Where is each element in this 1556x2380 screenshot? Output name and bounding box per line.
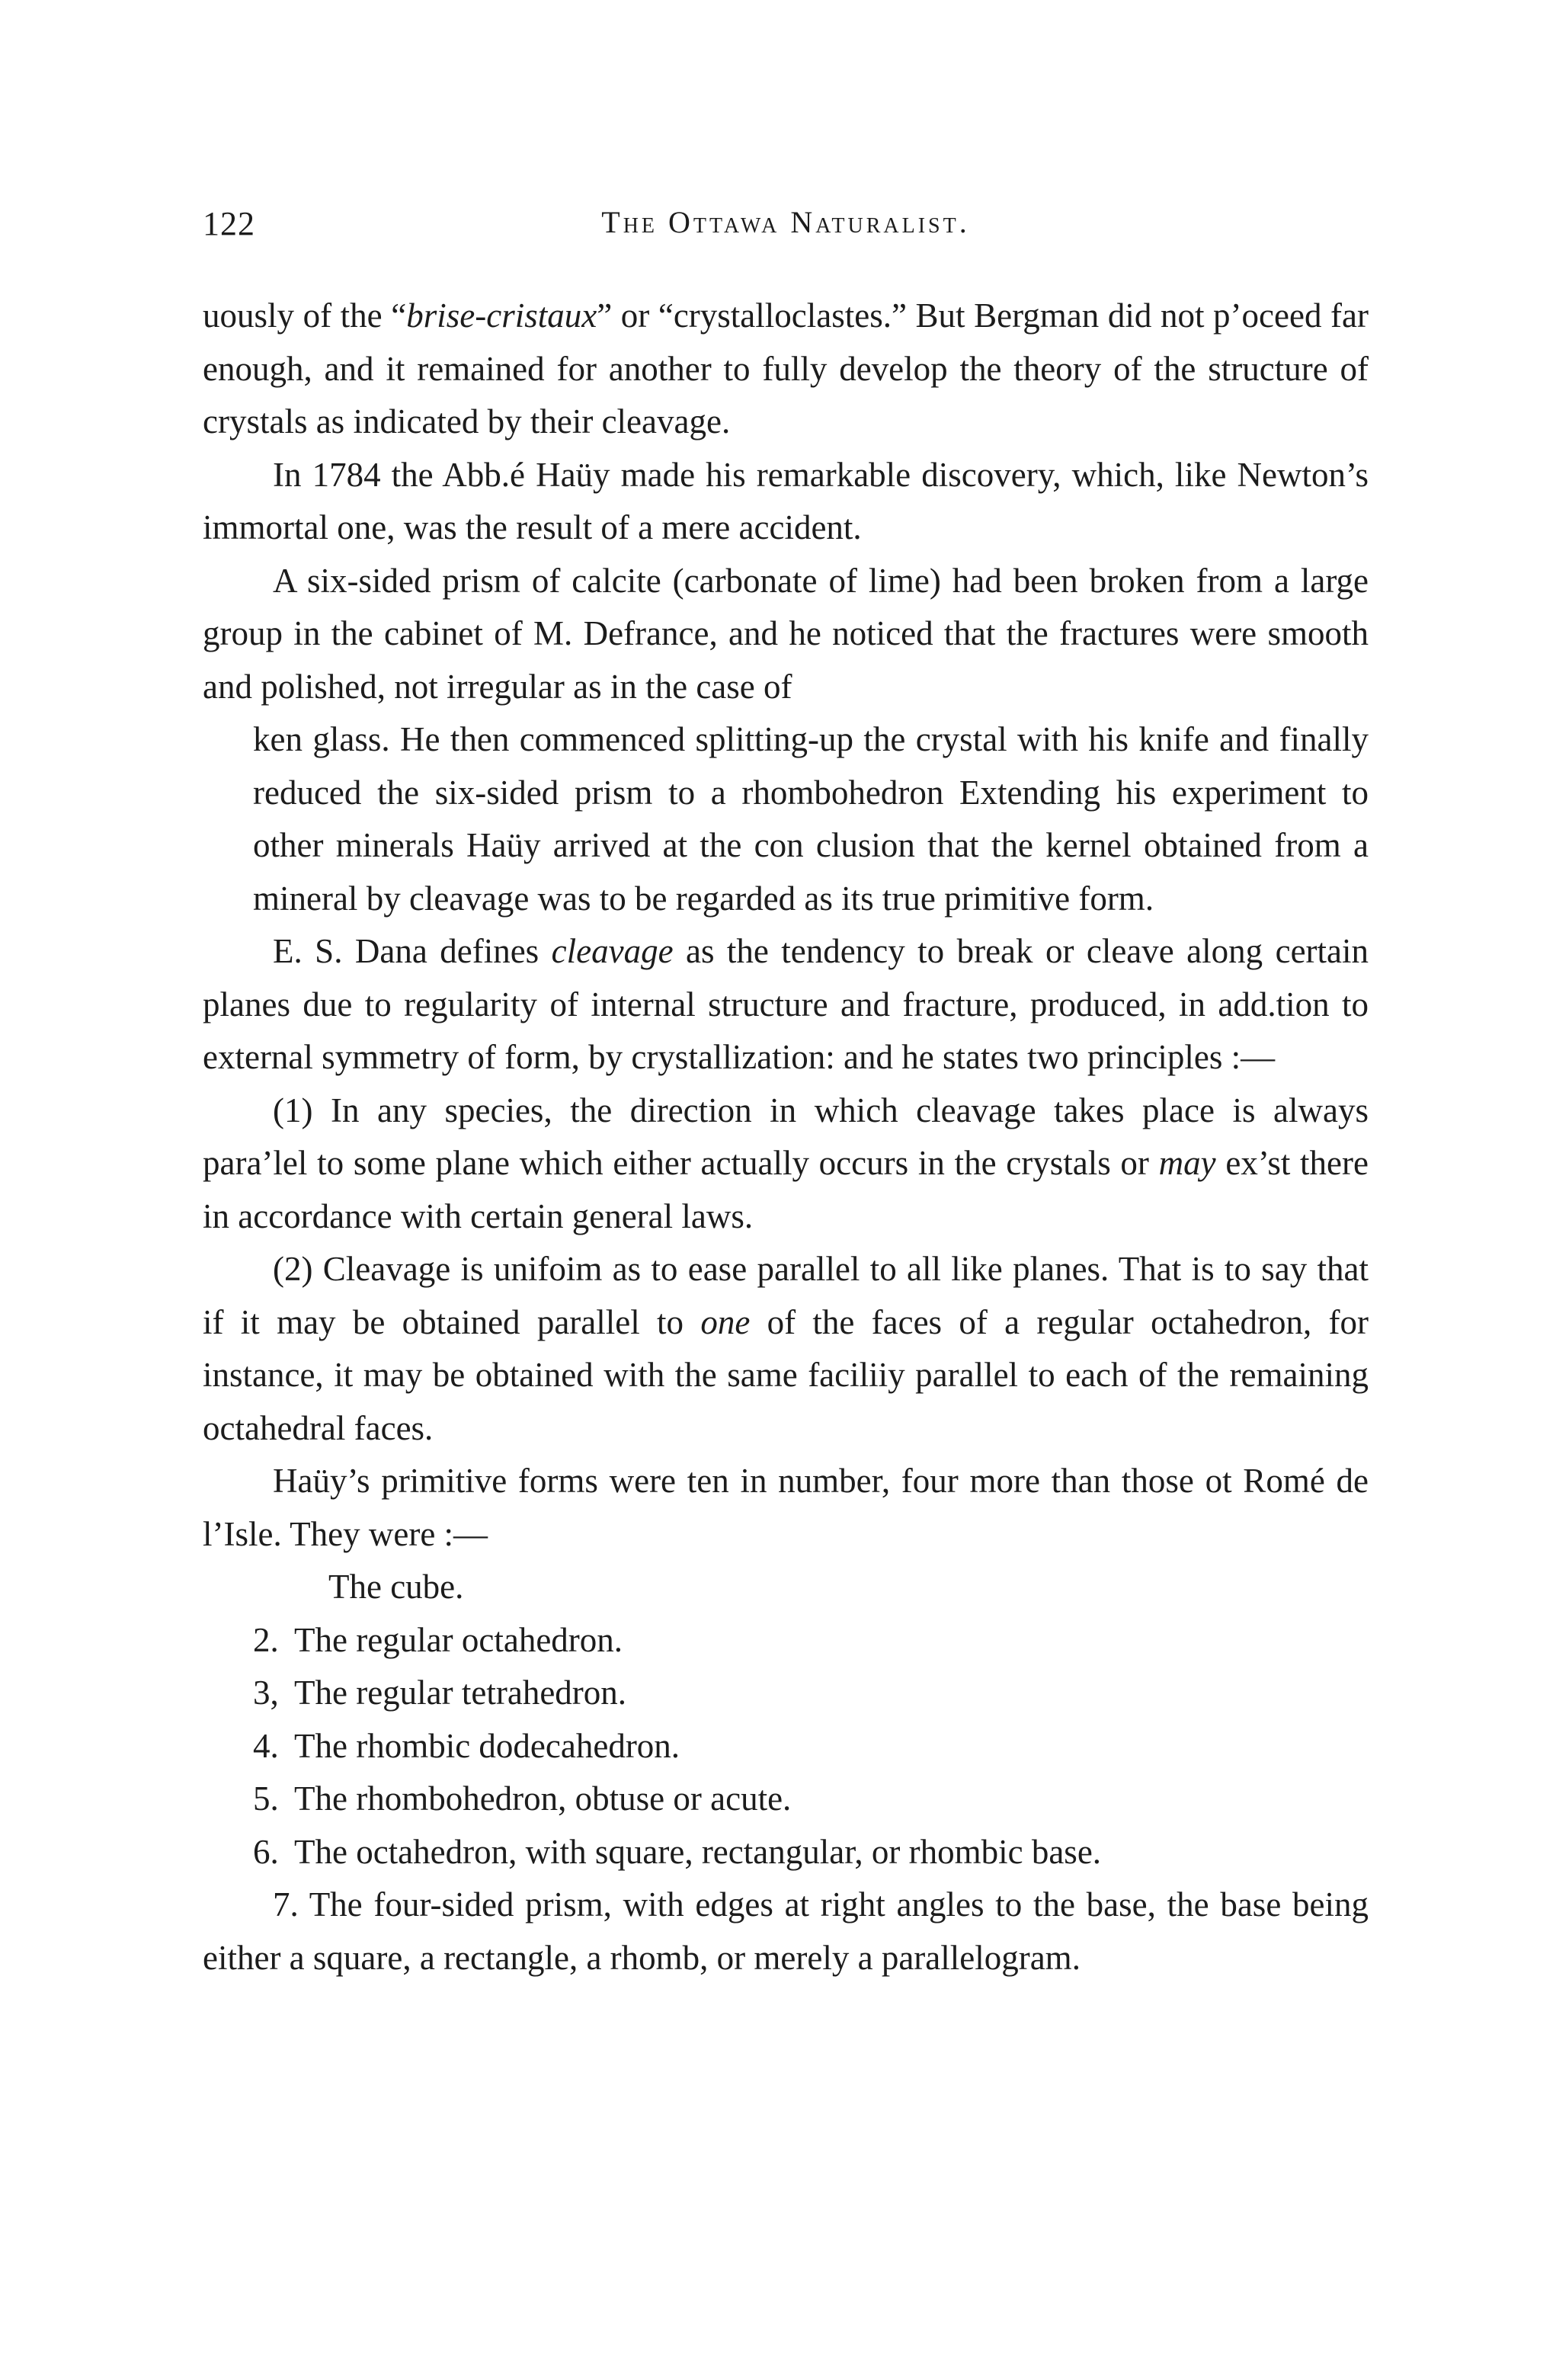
list-item: The cube. [328, 1568, 464, 1606]
paragraph-primitive-forms: Haüy’s primitive forms were ten in number, four more than those ot Romé de l’Isle. They were :— [203, 1462, 1369, 1553]
page-number: 122 [203, 205, 255, 242]
list-item: 3, The regular tetrahedron. [253, 1674, 627, 1712]
principle-1: (1) In any species, the direction in which cleavage takes place is always para’lel to some plane which either actually occurs in the crystals or may ex’st there in accordance with certain general laws. [203, 1091, 1369, 1235]
italic-term: cleavage [551, 932, 674, 970]
list-item: 7. The four-sided prism, with edges at right angles to the base, the base being either a square, a rectangle, a rhomb, or merely a parallelogram. [203, 1885, 1369, 1977]
list-item: 5. The rhombohedron, obtuse or acute. [253, 1779, 792, 1818]
paragraph-dana-definition: E. S. Dana defines cleavage as the tendency to break or cleave along certain planes due to regularity of internal structure and fracture, produced, in add.tion to external symmetry of form, by crystallization: and he states two principles :— [203, 932, 1369, 1076]
list-item: 2. The regular octahedron. [253, 1620, 623, 1659]
list-item: 4. The rhombic dodecahedron. [253, 1726, 680, 1765]
italic-term: one [700, 1302, 751, 1341]
running-title: The Ottawa Naturalist. [601, 205, 970, 239]
paragraph-hauy-discovery: In 1784 the Abb.é Haüy made his remarkable discovery, which, like Newton’s immortal one, was the result of a mere accident. [203, 455, 1369, 546]
italic-term: may [1158, 1144, 1216, 1182]
paragraph-splitting: ken glass. He then commenced splitting-up the crystal with his knife and finally reduced the six-sided prism to a rhombohedron Extending his experiment to other minerals Haüy arrived at the con clusion that the kernel obtained from a mineral by cleavage was to be regarded as its true primitive form. [253, 720, 1369, 918]
page-header [203, 204, 1369, 250]
paragraph-calcite-prism: A six-sided prism of calcite (carbonate of lime) had been broken from a large group in the cabinet of M. Defrance, and he noticed that the fractures were smooth and polished, not irregular as in the case of [203, 561, 1369, 706]
italic-term: brise-cristaux [406, 296, 597, 335]
body-text [203, 290, 1369, 1984]
list-item: 6. The octahedron, with square, rectangular, or rhombic base. [253, 1832, 1102, 1871]
paragraph-continuation: uously of the “brise-cristaux” or “crystalloclastes.” But Bergman did not p’oceed far enough, and it remained for another to fully develop the theory of the structure of crystals as indicated by their cleavage. [203, 296, 1369, 440]
principle-2: (2) Cleavage is unifoim as to ease parallel to all like planes. That is to say that if it may be obtained parallel to one of the faces of a regular octahedron, for instance, it may be obtained with the same faciliiy parallel to each of the remaining octahedral faces. [203, 1250, 1369, 1447]
